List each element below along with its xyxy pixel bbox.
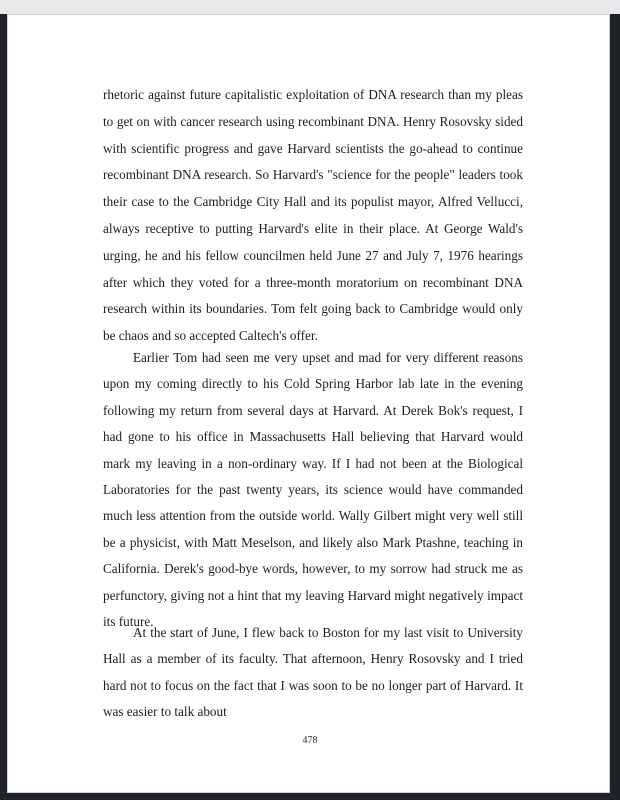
paragraph-3 <box>103 620 523 726</box>
paragraph-1 <box>103 82 523 350</box>
paragraph-2 <box>103 345 523 635</box>
paragraph-2-text: Earlier Tom had seen me very upset and mad for very different reasons upon my coming directly to his Cold Spring Harbor lab late in the evening following my return from several days at Harvard. At Derek Bok's request, I had gone to his office in Massachusetts Hall believing that Harvard would mark my leaving in a non-ordinary way. If I had not been at the Biological Laboratories for the past twenty years, its science would have commanded much less attention from the outside world. Wally Gilbert might very well still be a physicist, with Matt Meselson, and likely also Mark Ptashne, teaching in California. Derek's good-bye words, however, to my sorrow had struck me as perfunctory, giving not a hint that my leaving Harvard might negatively impact its future. <box>103 350 523 630</box>
scan-border <box>0 0 620 14</box>
paragraph-1-text: rhetoric against future capitalistic exploitation of DNA research than my pleas to get on with cancer research using recombinant DNA. Henry Rosovsky sided with scientific progress and gave Harvard scientists the go-ahead to continue recombinant DNA research. So Harvard's "science for the people" leaders took their case to the Cambridge City Hall and its populist mayor, Alfred Vellucci, always receptive to putting Harvard's elite in their place. At George Wald's urging, he and his fellow councilmen held June 27 and July 7, 1976 hearings after which they voted for a three-month moratorium on recombinant DNA research within its boundaries. Tom felt going back to Cambridge would only be chaos and so accepted Caltech's offer. <box>103 87 523 344</box>
paragraph-3-text: At the start of June, I flew back to Boston for my last visit to University Hall as a member of its faculty. That afternoon, Henry Rosovsky and I tried hard not to focus on the fact that I was soon to be no longer part of Harvard. It was easier to talk about <box>103 625 523 720</box>
page-number: 478 <box>302 735 318 746</box>
